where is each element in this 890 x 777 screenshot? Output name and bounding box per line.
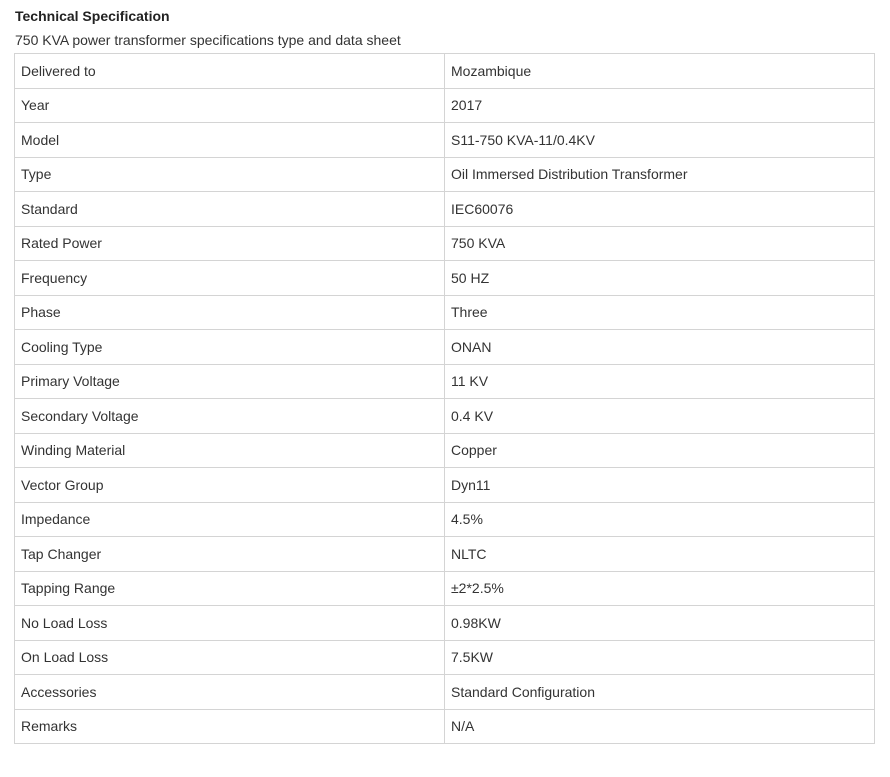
spec-value-cell: Mozambique (445, 54, 875, 89)
table-row (15, 295, 875, 330)
spec-table-body (15, 54, 875, 744)
spec-label-cell: Impedance (15, 502, 445, 537)
spec-label-cell: Vector Group (15, 468, 445, 503)
spec-label-cell: Remarks (15, 709, 445, 744)
spec-label-cell: Secondary Voltage (15, 399, 445, 434)
spec-value-cell: 750 KVA (445, 226, 875, 261)
spec-value-cell: 2017 (445, 88, 875, 123)
spec-value-cell: Three (445, 295, 875, 330)
table-row (15, 157, 875, 192)
spec-value-cell: Copper (445, 433, 875, 468)
spec-value-cell: IEC60076 (445, 192, 875, 227)
spec-value-cell: NLTC (445, 537, 875, 572)
spec-value-cell: 7.5KW (445, 640, 875, 675)
spec-label-cell: Delivered to (15, 54, 445, 89)
table-row (15, 571, 875, 606)
table-row (15, 330, 875, 365)
table-row (15, 399, 875, 434)
spec-label-cell: Frequency (15, 261, 445, 296)
table-row (15, 502, 875, 537)
spec-label-cell: Tap Changer (15, 537, 445, 572)
page-title: Technical Specification (15, 8, 170, 24)
page-subtitle: 750 KVA power transformer specifications type and data sheet (15, 32, 401, 48)
table-row (15, 640, 875, 675)
spec-value-cell: 4.5% (445, 502, 875, 537)
table-row (15, 54, 875, 89)
spec-label-cell: Standard (15, 192, 445, 227)
spec-value-cell: ±2*2.5% (445, 571, 875, 606)
table-row (15, 261, 875, 296)
spec-label-cell: Phase (15, 295, 445, 330)
spec-label-cell: Model (15, 123, 445, 158)
table-row (15, 468, 875, 503)
spec-label-cell: Type (15, 157, 445, 192)
table-row (15, 537, 875, 572)
spec-value-cell: Standard Configuration (445, 675, 875, 710)
spec-label-cell: No Load Loss (15, 606, 445, 641)
table-row (15, 192, 875, 227)
spec-value-cell: Oil Immersed Distribution Transformer (445, 157, 875, 192)
spec-label-cell: Rated Power (15, 226, 445, 261)
spec-value-cell: 0.98KW (445, 606, 875, 641)
table-row (15, 606, 875, 641)
table-row (15, 226, 875, 261)
spec-value-cell: 50 HZ (445, 261, 875, 296)
spec-label-cell: Accessories (15, 675, 445, 710)
spec-label-cell: Year (15, 88, 445, 123)
spec-value-cell: Dyn11 (445, 468, 875, 503)
spec-label-cell: Tapping Range (15, 571, 445, 606)
spec-value-cell: N/A (445, 709, 875, 744)
table-row (15, 88, 875, 123)
table-row (15, 675, 875, 710)
spec-value-cell: 0.4 KV (445, 399, 875, 434)
spec-table (14, 53, 875, 744)
table-row (15, 433, 875, 468)
spec-label-cell: On Load Loss (15, 640, 445, 675)
spec-value-cell: ONAN (445, 330, 875, 365)
spec-label-cell: Primary Voltage (15, 364, 445, 399)
spec-label-cell: Cooling Type (15, 330, 445, 365)
table-row (15, 364, 875, 399)
table-row (15, 709, 875, 744)
spec-label-cell: Winding Material (15, 433, 445, 468)
spec-value-cell: 11 KV (445, 364, 875, 399)
table-row (15, 123, 875, 158)
spec-value-cell: S11-750 KVA-11/0.4KV (445, 123, 875, 158)
